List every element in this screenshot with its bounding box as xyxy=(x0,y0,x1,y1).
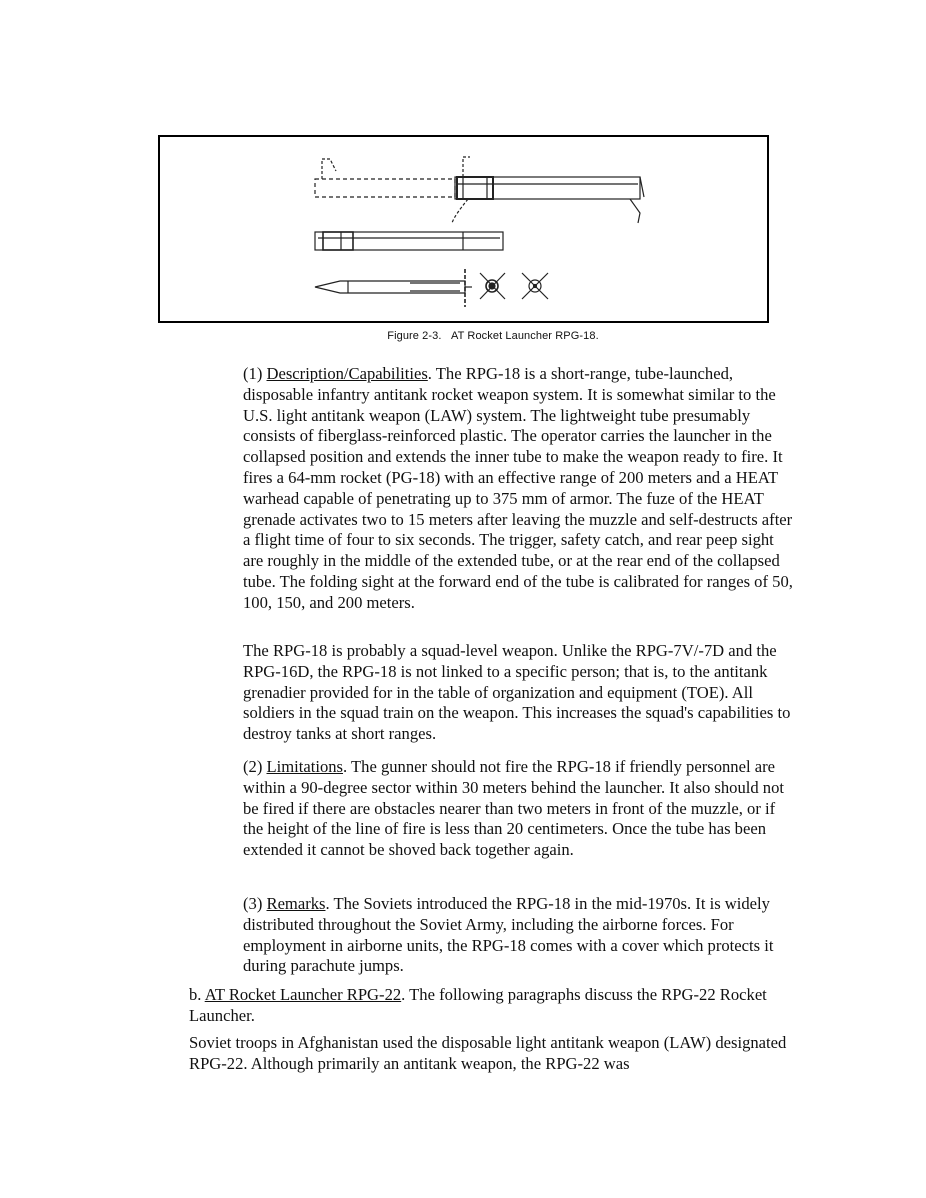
squad-level-paragraph xyxy=(243,641,798,745)
collapsed-launcher-drawing xyxy=(315,232,503,250)
paragraph-body: Soviet troops in Afghanistan used the disposable light antitank weapon (LAW) designated RPG-22. Although primarily an antitank weapon, the RPG-22 was xyxy=(189,1033,787,1073)
paragraph-body: . The following paragraphs discuss the RPG-22 Rocket Launcher. xyxy=(189,985,767,1025)
paragraph-body: . The RPG-18 is a short-range, tube-launched, disposable infantry antitank rocket weapon system. It is somewhat similar to the U.S. light antitank weapon (LAW) system. The lightweight tube presumably consists of fiberglass-reinforced plastic. The operator carries the launcher in the collapsed position and extends the inner tube to make the weapon ready to fire. It fires a 64-mm rocket (PG-18) with an effective range of 200 meters and a HEAT warhead capable of penetrating up to 375 mm of armor. The fuze of the HEAT grenade activates two to 15 meters after leaving the muzzle and self-destructs after a flight time of four to six seconds. The trigger, safety catch, and rear peep sight are roughly in the middle of the extended tube, or at the rear end of the collapsed tube. The folding sight at the forward end of the tube is calibrated for ranges of 50, 100, 150, and 200 meters. xyxy=(243,364,793,612)
figure-caption xyxy=(0,330,926,342)
figure-number: Figure 2-3. xyxy=(387,330,442,342)
paragraph-body: . The Soviets introduced the RPG-18 in the mid-1970s. It is widely distributed throughout the Soviet Army, including the airborne forces. For employment in airborne units, the RPG-18 comes with a cover which protects it during parachute jumps. xyxy=(243,894,774,976)
paragraph-prefix: b. xyxy=(189,985,205,1004)
paragraph-body: . The gunner should not fire the RPG-18 if friendly personnel are within a 90-degree sector within 30 meters behind the launcher. It also should not be fired if there are obstacles nearer than two meters in front of the muzzle, or if the height of the line of fire is less than 20 centimeters. Once the tube has been extended it cannot be shoved back together again. xyxy=(243,757,785,860)
paragraph-prefix: (3) xyxy=(243,894,267,913)
limitations-heading: Limitations xyxy=(266,757,344,776)
afghanistan-paragraph xyxy=(189,1033,789,1075)
description-capabilities-paragraph xyxy=(243,364,798,614)
description-capabilities-heading: Description/Capabilities xyxy=(266,364,428,383)
rocket-drawing xyxy=(315,269,472,307)
remarks-paragraph xyxy=(243,894,798,977)
limitations-paragraph xyxy=(243,757,798,861)
end-view-drawings xyxy=(480,273,548,299)
remarks-heading: Remarks xyxy=(266,894,326,913)
paragraph-prefix: (2) xyxy=(243,757,267,776)
paragraph-body: The RPG-18 is probably a squad-level weapon. Unlike the RPG-7V/-7D and the RPG-16D, the RPG-18 is not linked to a specific person; that is, to the antitank grenadier provided for in the table of organization and equipment (TOE). All soldiers in the squad train on the weapon. This increases the squad's capabilities to destroy tanks at short ranges. xyxy=(243,641,791,744)
extended-launcher-drawing xyxy=(315,157,644,223)
rpg22-section-paragraph xyxy=(189,985,789,1027)
rpg18-illustration xyxy=(160,137,767,321)
rpg22-heading: AT Rocket Launcher RPG-22 xyxy=(204,985,402,1004)
figure-frame xyxy=(158,135,769,323)
figure-title: AT Rocket Launcher RPG-18. xyxy=(451,330,599,342)
paragraph-prefix: (1) xyxy=(243,364,267,383)
